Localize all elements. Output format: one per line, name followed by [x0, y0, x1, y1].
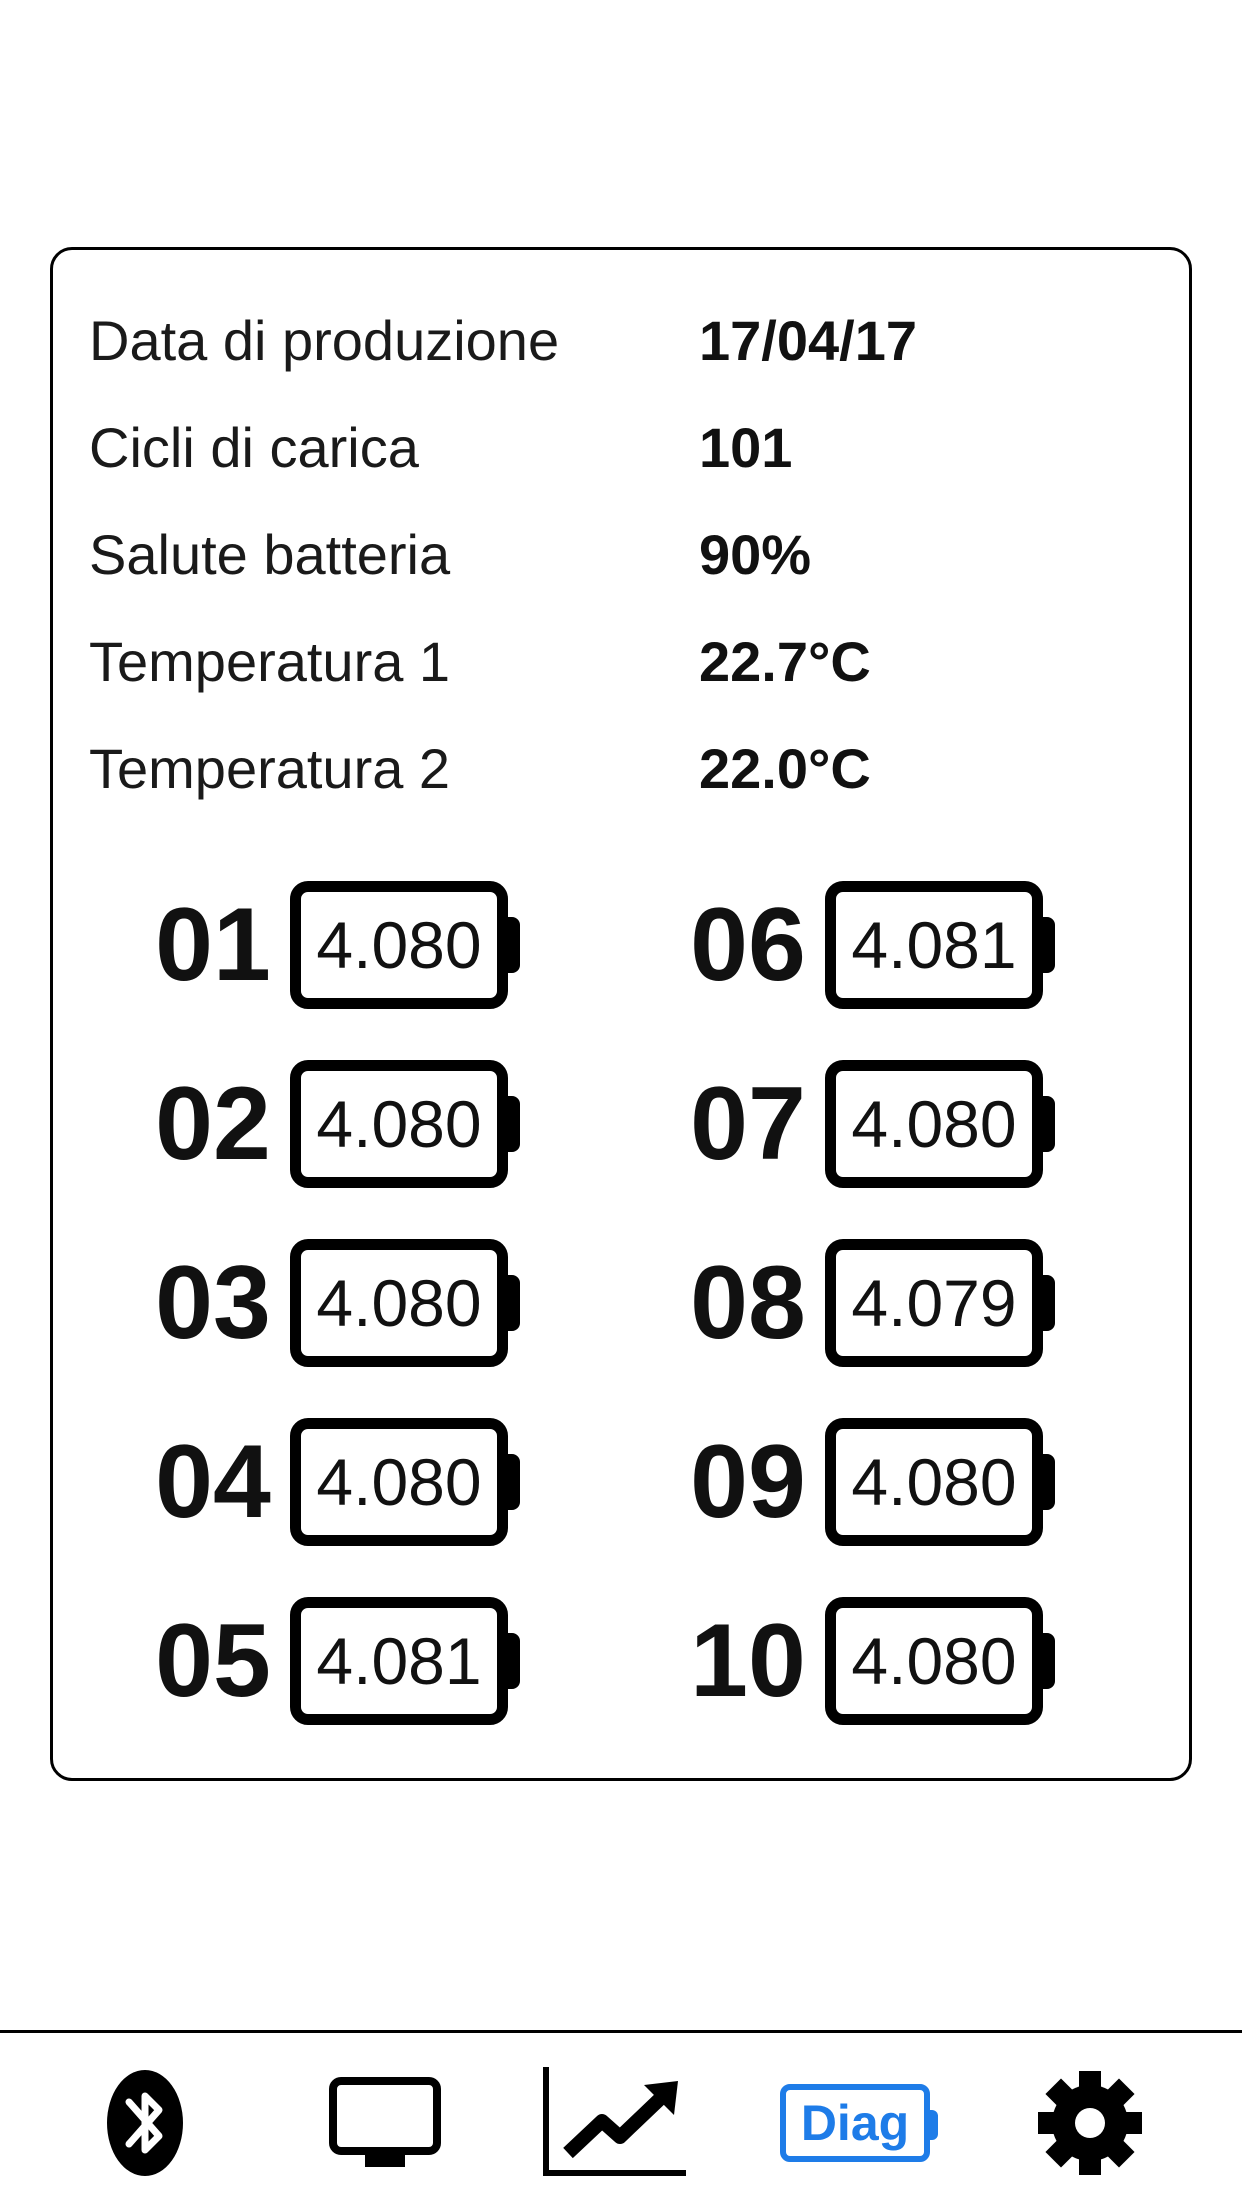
- battery-terminal: [1041, 1275, 1055, 1331]
- battery-diagnostics-card: [50, 247, 1192, 1781]
- cell-voltage: 4.079: [851, 1266, 1017, 1340]
- tab-diag[interactable]: [770, 2063, 940, 2183]
- chart-trend-icon: [540, 2067, 690, 2179]
- cell-number: 05: [155, 1602, 271, 1719]
- info-row-temperature-1: [89, 631, 871, 691]
- info-row-battery-health: [89, 524, 811, 584]
- cell-number: 09: [690, 1423, 806, 1540]
- cell-number: 07: [690, 1065, 806, 1182]
- battery-terminal: [1041, 917, 1055, 973]
- cell-number: 10: [690, 1602, 806, 1719]
- cell-number: 02: [155, 1065, 271, 1182]
- battery-terminal: [506, 917, 520, 973]
- battery-icon: [290, 881, 508, 1009]
- info-value: 22.0°C: [699, 736, 871, 800]
- tab-settings[interactable]: [1030, 2063, 1150, 2183]
- cell-number: 08: [690, 1244, 806, 1361]
- tab-bluetooth[interactable]: [95, 2063, 195, 2183]
- info-label: Cicli di carica: [89, 415, 419, 479]
- info-row-temperature-2: [89, 738, 871, 798]
- battery-terminal: [506, 1454, 520, 1510]
- diag-battery-icon: [780, 2084, 930, 2162]
- cell-voltage: 4.080: [316, 908, 482, 982]
- cell-voltage: 4.080: [316, 1087, 482, 1161]
- battery-icon: [290, 1239, 508, 1367]
- battery-terminal: [1041, 1633, 1055, 1689]
- battery-icon: [290, 1060, 508, 1188]
- info-row-charge-cycles: [89, 417, 792, 477]
- tab-monitor[interactable]: [320, 2063, 450, 2183]
- info-value: 90%: [699, 522, 812, 586]
- info-label: Temperatura 2: [89, 736, 451, 800]
- cell-voltage: 4.080: [851, 1624, 1017, 1698]
- cell-voltage: 4.080: [851, 1087, 1017, 1161]
- monitor-icon: [325, 2073, 445, 2173]
- diag-battery-terminal: [928, 2110, 938, 2140]
- bluetooth-icon: [105, 2068, 185, 2178]
- cell-voltage: 4.081: [316, 1624, 482, 1698]
- info-value: 101: [699, 415, 793, 479]
- battery-terminal: [506, 1633, 520, 1689]
- battery-icon: [825, 1418, 1043, 1546]
- tab-diag-label: Diag: [800, 2095, 910, 2151]
- battery-icon: [290, 1418, 508, 1546]
- info-value: 17/04/17: [699, 308, 917, 372]
- info-value: 22.7°C: [699, 629, 871, 693]
- info-row-production-date: [89, 310, 917, 370]
- battery-icon: [825, 1060, 1043, 1188]
- battery-terminal: [506, 1096, 520, 1152]
- gear-icon: [1034, 2067, 1146, 2179]
- cell-voltage: 4.080: [316, 1266, 482, 1340]
- info-label: Temperatura 1: [89, 629, 451, 693]
- cell-voltage: 4.081: [851, 908, 1017, 982]
- battery-terminal: [506, 1275, 520, 1331]
- cell-number: 04: [155, 1423, 271, 1540]
- cell-voltage: 4.080: [851, 1445, 1017, 1519]
- tab-chart[interactable]: [540, 2063, 690, 2183]
- cell-number: 01: [155, 886, 271, 1003]
- cell-number: 03: [155, 1244, 271, 1361]
- bottom-tab-bar: [0, 2030, 1242, 2208]
- battery-icon: [825, 881, 1043, 1009]
- battery-icon: [825, 1597, 1043, 1725]
- battery-icon: [825, 1239, 1043, 1367]
- battery-icon: [290, 1597, 508, 1725]
- info-label: Data di produzione: [89, 308, 560, 372]
- battery-terminal: [1041, 1096, 1055, 1152]
- battery-terminal: [1041, 1454, 1055, 1510]
- cell-voltage: 4.080: [316, 1445, 482, 1519]
- info-label: Salute batteria: [89, 522, 451, 586]
- cell-number: 06: [690, 886, 806, 1003]
